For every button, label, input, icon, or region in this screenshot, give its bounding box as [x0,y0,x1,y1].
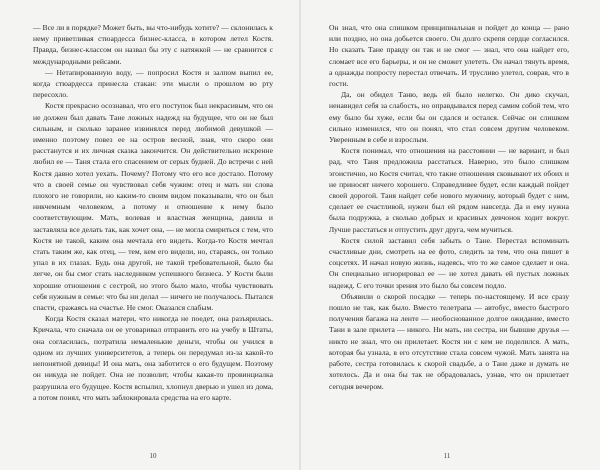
paragraph: Объявили о скорой посадке — теперь по-настоящему. И все сразу пошло не так, как было. Вместо телетрапа — автобус, вместо быстрого получения багажа на ленте — необоснованное долгое ожидание, вместо Тани в зале прилета — никого. Ни мать, ни сестра, ни бывшие друзья — никто не знал, что он прилетает. Костя ни с кем не поделился. А мать, которая бы узнала, в его отсутствие стала совсем чужой. Мать занята на работе, сестра готовилась к скорой свадьбе, а о Тане даже и думать не хотелось. Да и она бы так не обрадовалась, узнав, что он прилетает сегодня вечером. [329,291,569,391]
right-page-text [329,22,569,392]
right-page [300,0,600,470]
page-number: 11 [443,452,451,460]
paragraph: Костя прекрасно осознавал, что его поступок был некрасивым, что он не должен был давать Тане ложных надежд на будущее, что он не был сильным, и сколько заранее извинялся перед любимой девушкой — именно поэтому повез ее на остров весной, зная, что скоро они расстанутся и их личная сказка закончится. Он действительно искренне любил ее — Таня стала его спасением от серых будней. До встречи с ней Костя давно хотел уехать. Почему? Потому что его все достало. Потому что в своей семье он чувствовал себя чужим: отец и мать ни слова плохого не говорили, но каким-то своим видом показывали, что он был никчемным человеком, а потому и отношение к нему было соответствующим. Мать, волевая и властная женщина, давила и заставляла все делать так, как хочет она, — не могла смириться с тем, что Костя не такой, каким она мечтала его видеть. Когда-то Костя мечтал стать таким же, как отец, — тем, кем его видели, но, стараясь, он только упал в их глазах. Будь она другой, не такой требовательной, было бы легче, он бы смог стать наследником успешного бизнеса. У Кости были хорошие отношения с сестрой, но этого было мало, чтобы чувствовать себя нужным в семье: что бы ни делал — ничего не получалось. Пытался спасти, сражаясь на счастье. Не смог. Оказался слабым. [33,101,273,313]
paragraph: Костя понимал, что отношения на расстоянии — не вариант, и был рад, что Таня предложила расстаться. Наверно, это было слишком эгоистично, но Костя считал, что такие отношения сковывают их обоих и не приносят ничего хорошего. Справедливее будет, если каждый пойдет своей дорогой. Таня найдет себе нового мужчину, который будет с ним, сделает ее счастливой, нужен был ей рядом навсегда. Да и ему нужна была подружка, а сколько добрых и красивых девчонок ходит вокруг. Лучше расстаться и отпустить друг друга, чем мучиться. [329,146,569,234]
left-page-text [33,22,273,403]
paragraph: Да, он обидел Таню, ведь ей было нелегко. Он дико скучал, ненавидел себя за слабость, но оправдывался перед самим собой тем, что ему было бы хуже, если бы он сдался и остался. Сейчас он слишком сильно изменился, что он понял, что стал совсем другим человеком. Уверенным в себе и взрослым. [329,90,569,145]
page-number: 10 [149,452,157,460]
paragraph: — Все ли в порядке? Может быть, вы что-нибудь хотите? — склонилась к нему приветливая стюардесса бизнес-класса, в котором летел Костя. Правда, бизнес-классом он назвал бы эту с натяжкой — не сравнится с международными рейсами. [33,23,273,66]
paragraph: Он знал, что она слишком принципиальная и пойдет до конца — рано или поздно, но она добьется своего. Он долго скрепя сердце согласился. Но сказать Тане правду он так и не смог — знал, что она найдет его, сломает все его барьеры, и он не сможет улететь. Он начал тянуть время, а однажды попросту перестал отвечать. И трусливо улетел, соврав, что в гости. [329,23,569,89]
paragraph: Костя силой заставил себя забыть о Тане. Перестал вспоминать счастливые дни, смотреть на ее фото, следить за тем, что она пишет в соцсетях. И начал новую жизнь, надеясь, что то же самое сделает и она. Он специально игнорировал ее — не хотел давать ей пустых ложных надежд. С его точки зрения это было бы совсем подло. [329,235,569,290]
paragraph: — Нетапированную воду, — попросил Костя и залпом выпил ее, когда стюардесса принесла стакан: эти мысли о прошлом во рту пересохло. [33,67,273,100]
paragraph: Когда Костя сказал матери, что никогда не поедет, она разъярилась. Кричала, что сначала он ее уговаривал отправить его на учебу в Штаты, она согласилась, потратила немаленькие деньги, чтобы он учился в одном из лучших университетов, а теперь он передумал из-за какой-то непонятной девицы! И она мать, она заботится о его будущем. Поэтому он никуда не пойдет. Она не позволит, чтобы какая-то провинциалка разрушила его будущее. Костя вспылил, хлопнул дверью и ушел из дома, а потом понял, что мать заблокировала средства на его карте. [33,314,273,402]
